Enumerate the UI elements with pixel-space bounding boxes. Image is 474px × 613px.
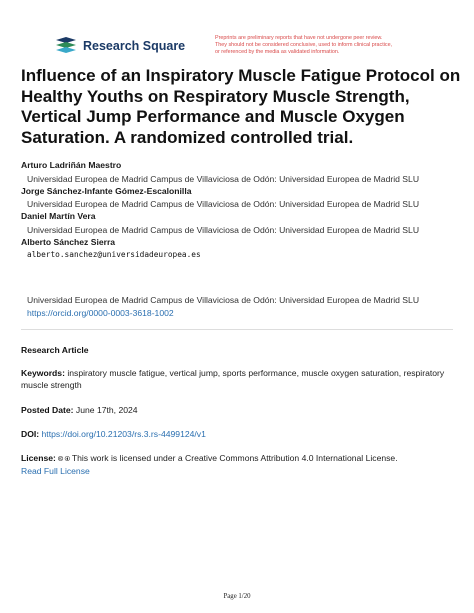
author <box>21 211 461 237</box>
corresponding-author-info <box>21 294 461 319</box>
license <box>21 452 461 477</box>
preprint-disclaimer <box>215 35 455 56</box>
doi <box>21 428 461 440</box>
posted-date <box>21 404 461 416</box>
read-full-license-link[interactable]: Read Full License <box>21 466 90 476</box>
author-name[interactable]: Arturo Ladriñán Maestro <box>21 160 122 170</box>
posted-date-value: June 17th, 2024 <box>75 405 138 415</box>
logo-text: Research Square <box>83 39 186 53</box>
article-type-label: Research Article <box>21 345 89 355</box>
author <box>21 237 461 260</box>
orcid-link[interactable]: https://orcid.org/0000-0003-3618-1002 <box>27 308 174 318</box>
corresponding-affiliation: Universidad Europea de Madrid Campus de Villaviciosa de Odón: Universidad Europea de Madrid SLU <box>27 295 420 305</box>
paper-title: Influence of an Inspiratory Muscle Fatigue Protocol on Healthy Youths on Respiratory Muscle Strength, Vertical Jump Performance and Muscle Oxygen Saturation. A randomized controlled trial. <box>21 66 461 147</box>
research-square-logo[interactable] <box>55 37 185 55</box>
creative-commons-icon: 🅭 🅯 <box>58 454 70 463</box>
author-email[interactable]: alberto.sanchez@universidadeuropea.es <box>27 250 201 259</box>
keywords-value: inspiratory muscle fatigue, vertical jump, sports performance, muscle oxygen saturation, respiratory muscle strength <box>21 368 445 390</box>
keywords <box>21 367 461 391</box>
author-name[interactable]: Daniel Martín Vera <box>21 211 96 221</box>
research-square-logo-icon <box>55 37 77 55</box>
disclaimer-line: or referenced by the media as validated information. <box>215 49 340 55</box>
author-affiliation: Universidad Europea de Madrid Campus de Villaviciosa de Odón: Universidad Europea de Madrid SLU <box>27 224 420 235</box>
disclaimer-line: Preprints are preliminary reports that have not undergone peer review. <box>215 35 383 41</box>
author-affiliation: Universidad Europea de Madrid Campus de Villaviciosa de Odón: Universidad Europea de Madrid SLU <box>27 199 420 209</box>
page-number: Page 1/20 <box>223 593 251 600</box>
header <box>55 35 455 65</box>
license-label: License: <box>21 453 56 463</box>
doi-label: DOI: <box>21 429 40 439</box>
author-affiliation: Universidad Europea de Madrid Campus de Villaviciosa de Odón: Universidad Europea de Madrid SLU <box>27 173 420 184</box>
disclaimer-line: They should not be considered conclusive, used to inform clinical practice, <box>215 42 393 48</box>
author-list <box>21 160 461 259</box>
divider <box>21 329 453 330</box>
author-name[interactable]: Alberto Sánchez Sierra <box>21 236 116 247</box>
article-type <box>21 344 461 356</box>
keywords-label: Keywords: <box>21 368 65 378</box>
license-text: This work is licensed under a Creative Commons Attribution 4.0 International License. <box>71 453 398 463</box>
author <box>21 186 461 212</box>
author <box>21 160 461 186</box>
posted-date-label: Posted Date: <box>21 405 74 415</box>
doi-link[interactable]: https://doi.org/10.21203/rs.3.rs-4499124/v1 <box>41 429 206 439</box>
author-name[interactable]: Jorge Sánchez-Infante Gómez-Escalonilla <box>21 185 192 196</box>
